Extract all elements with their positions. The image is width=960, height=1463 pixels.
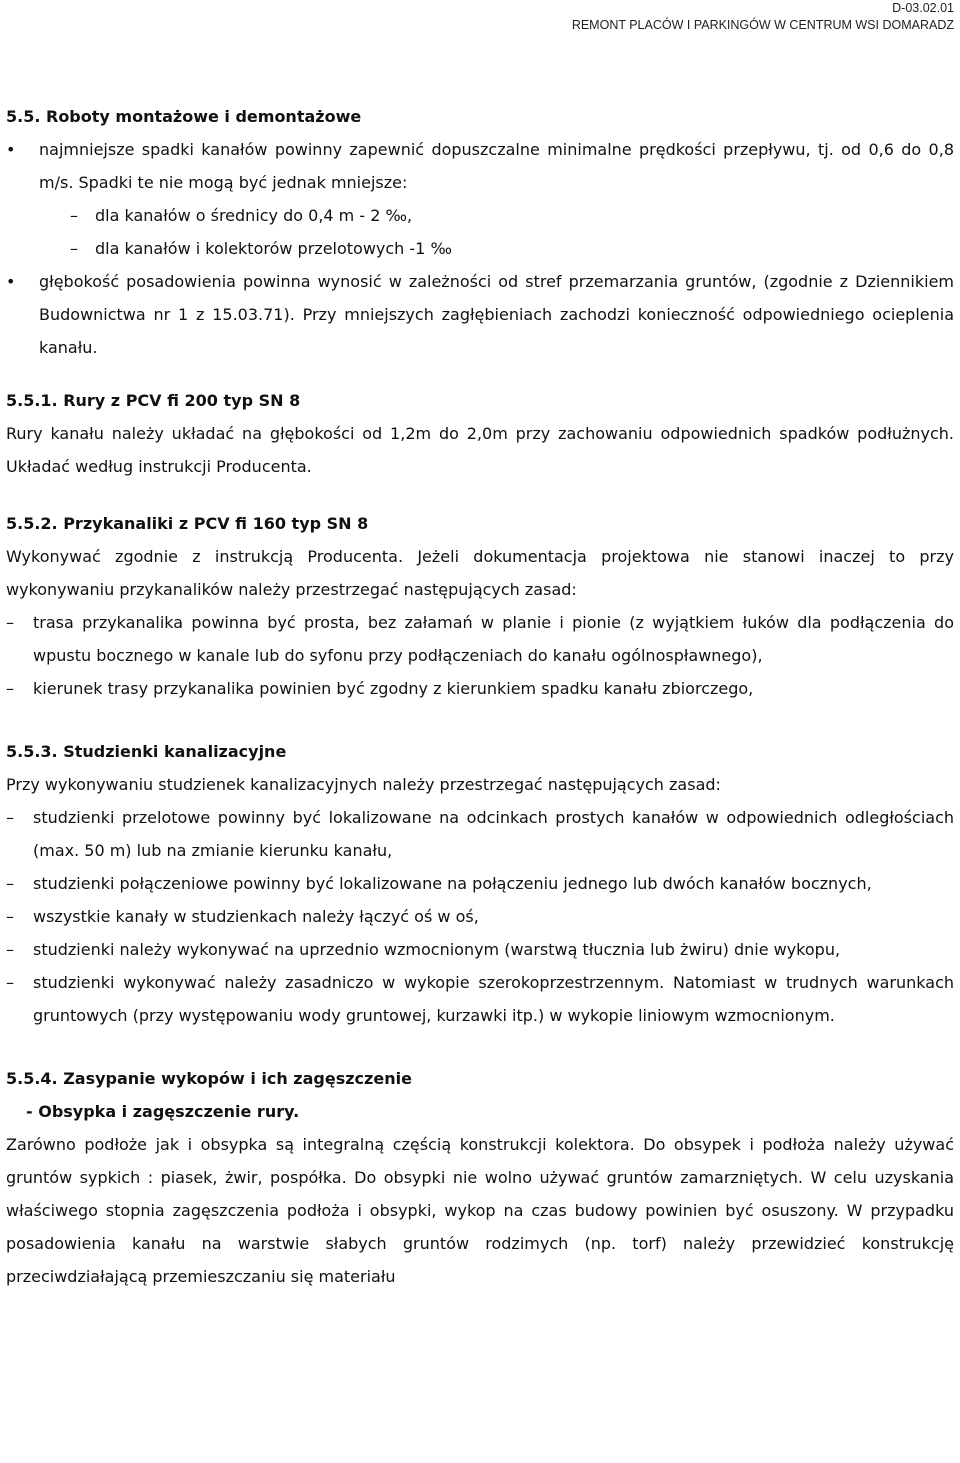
paragraph: Zarówno podłoże jak i obsypka są integralną częścią konstrukcji kolektora. Do obsypek i podłoża należy używać gruntów sypkich : piasek, żwir, pospółka. Do obsypki nie wolno używać gruntów zamarzniętych. W celu uzyskania właściwego stopnia zagęszczenia podłoża i obsypki, wykop na czas budowy powinien być osuszony. W przypadku posadowienia kanału na warstwie słabych gruntów rodzimych (np. torf) należy przewidzieć konstrukcję przeciwdziałającą przemieszczaniu się materiału [6,1135,954,1286]
list-item-text: studzienki przelotowe powinny być lokalizowane na odcinkach prostych kanałów w odpowiednich odległościach (max. 50 m) lub na zmianie kierunku kanału, [33,808,954,860]
dash-icon: – [6,907,14,926]
list-item [6,232,954,265]
bullet-icon: • [6,272,16,291]
list-item-text: dla kanałów i kolektorów przelotowych -1 ‰ [95,239,452,258]
list-item-text: wszystkie kanały w studzienkach należy łączyć oś w oś, [33,907,479,926]
list-item-text: najmniejsze spadki kanałów powinny zapewnić dopuszczalne minimalne prędkości przepływu, tj. od 0,6 do 0,8 m/s. Spadki te nie mogą być jednak mniejsze: [39,140,954,192]
list-item [6,933,954,966]
spec-code: D-03.02.01 [892,1,954,15]
list-item-text: studzienki należy wykonywać na uprzednio wzmocnionym (warstwą tłucznia lub żwiru) dnie wykopu, [33,940,841,959]
list-item-text: głębokość posadowienia powinna wynosić w zależności od stref przemarzania gruntów, (zgodnie z Dziennikiem Budownictwa nr 1 z 15.03.71). Przy mniejszych zagłębieniach zachodzi konieczność odpowiedniego ocieplenia kanału. [39,272,954,357]
document-title: REMONT PLACÓW I PARKINGÓW W CENTRUM WSI DOMARADZ [571,18,954,32]
list-item [6,606,954,672]
subsection-heading: - Obsypka i zagęszczenie rury. [26,1102,300,1121]
list-item-text: dla kanałów o średnicy do 0,4 m - 2 ‰, [95,206,413,225]
page-header [572,0,954,34]
list-item-text: trasa przykanalika powinna być prosta, bez załamań w planie i pionie (z wyjątkiem łuków dla podłączenia do wpustu bocznego w kanale lub do syfonu przy podłączeniach do kanału ogólnospławnego), [33,613,954,665]
dash-icon: – [6,679,14,698]
list-item-text: kierunek trasy przykanalika powinien być zgodny z kierunkiem spadku kanału zbiorczego, [33,679,754,698]
list-item [6,672,954,705]
dash-icon: – [6,613,14,632]
list-item [6,801,954,867]
list-item [6,265,954,364]
list-item [6,900,954,933]
dash-icon: – [6,808,14,827]
dash-icon: – [70,206,78,225]
section-heading-5-5-3: 5.5.3. Studzienki kanalizacyjne [6,742,287,761]
dash-icon: – [6,874,14,893]
paragraph: Wykonywać zgodnie z instrukcją Producenta. Jeżeli dokumentacja projektowa nie stanowi inaczej to przy wykonywaniu przykanalików należy przestrzegać następujących zasad: [6,547,954,599]
bullet-icon: • [6,140,16,159]
section-heading-5-5-1: 5.5.1. Rury z PCV fi 200 typ SN 8 [6,391,301,410]
paragraph: Przy wykonywaniu studzienek kanalizacyjnych należy przestrzegać następujących zasad: [6,775,721,794]
dash-icon: – [6,940,14,959]
list-item [6,966,954,1032]
list-item [6,199,954,232]
section-heading-5-5-2: 5.5.2. Przykanaliki z PCV fi 160 typ SN 8 [6,514,369,533]
list-item-text: studzienki wykonywać należy zasadniczo w wykopie szerokoprzestrzennym. Natomiast w trudnych warunkach gruntowych (przy występowaniu wody gruntowej, kurzawki itp.) w wykopie liniowym wzmocnionym. [33,973,954,1025]
list-item-text: studzienki połączeniowe powinny być lokalizowane na połączeniu jednego lub dwóch kanałów bocznych, [33,874,872,893]
list-item [6,867,954,900]
section-heading-5-5: 5.5. Roboty montażowe i demontażowe [6,107,362,126]
section-heading-5-5-4: 5.5.4. Zasypanie wykopów i ich zagęszczenie [6,1069,412,1088]
list-item [6,133,954,199]
dash-icon: – [6,973,14,992]
paragraph: Rury kanału należy układać na głębokości od 1,2m do 2,0m przy zachowaniu odpowiednich spadków podłużnych. Układać według instrukcji Producenta. [6,424,954,476]
document-body [6,100,954,1293]
dash-icon: – [70,239,78,258]
